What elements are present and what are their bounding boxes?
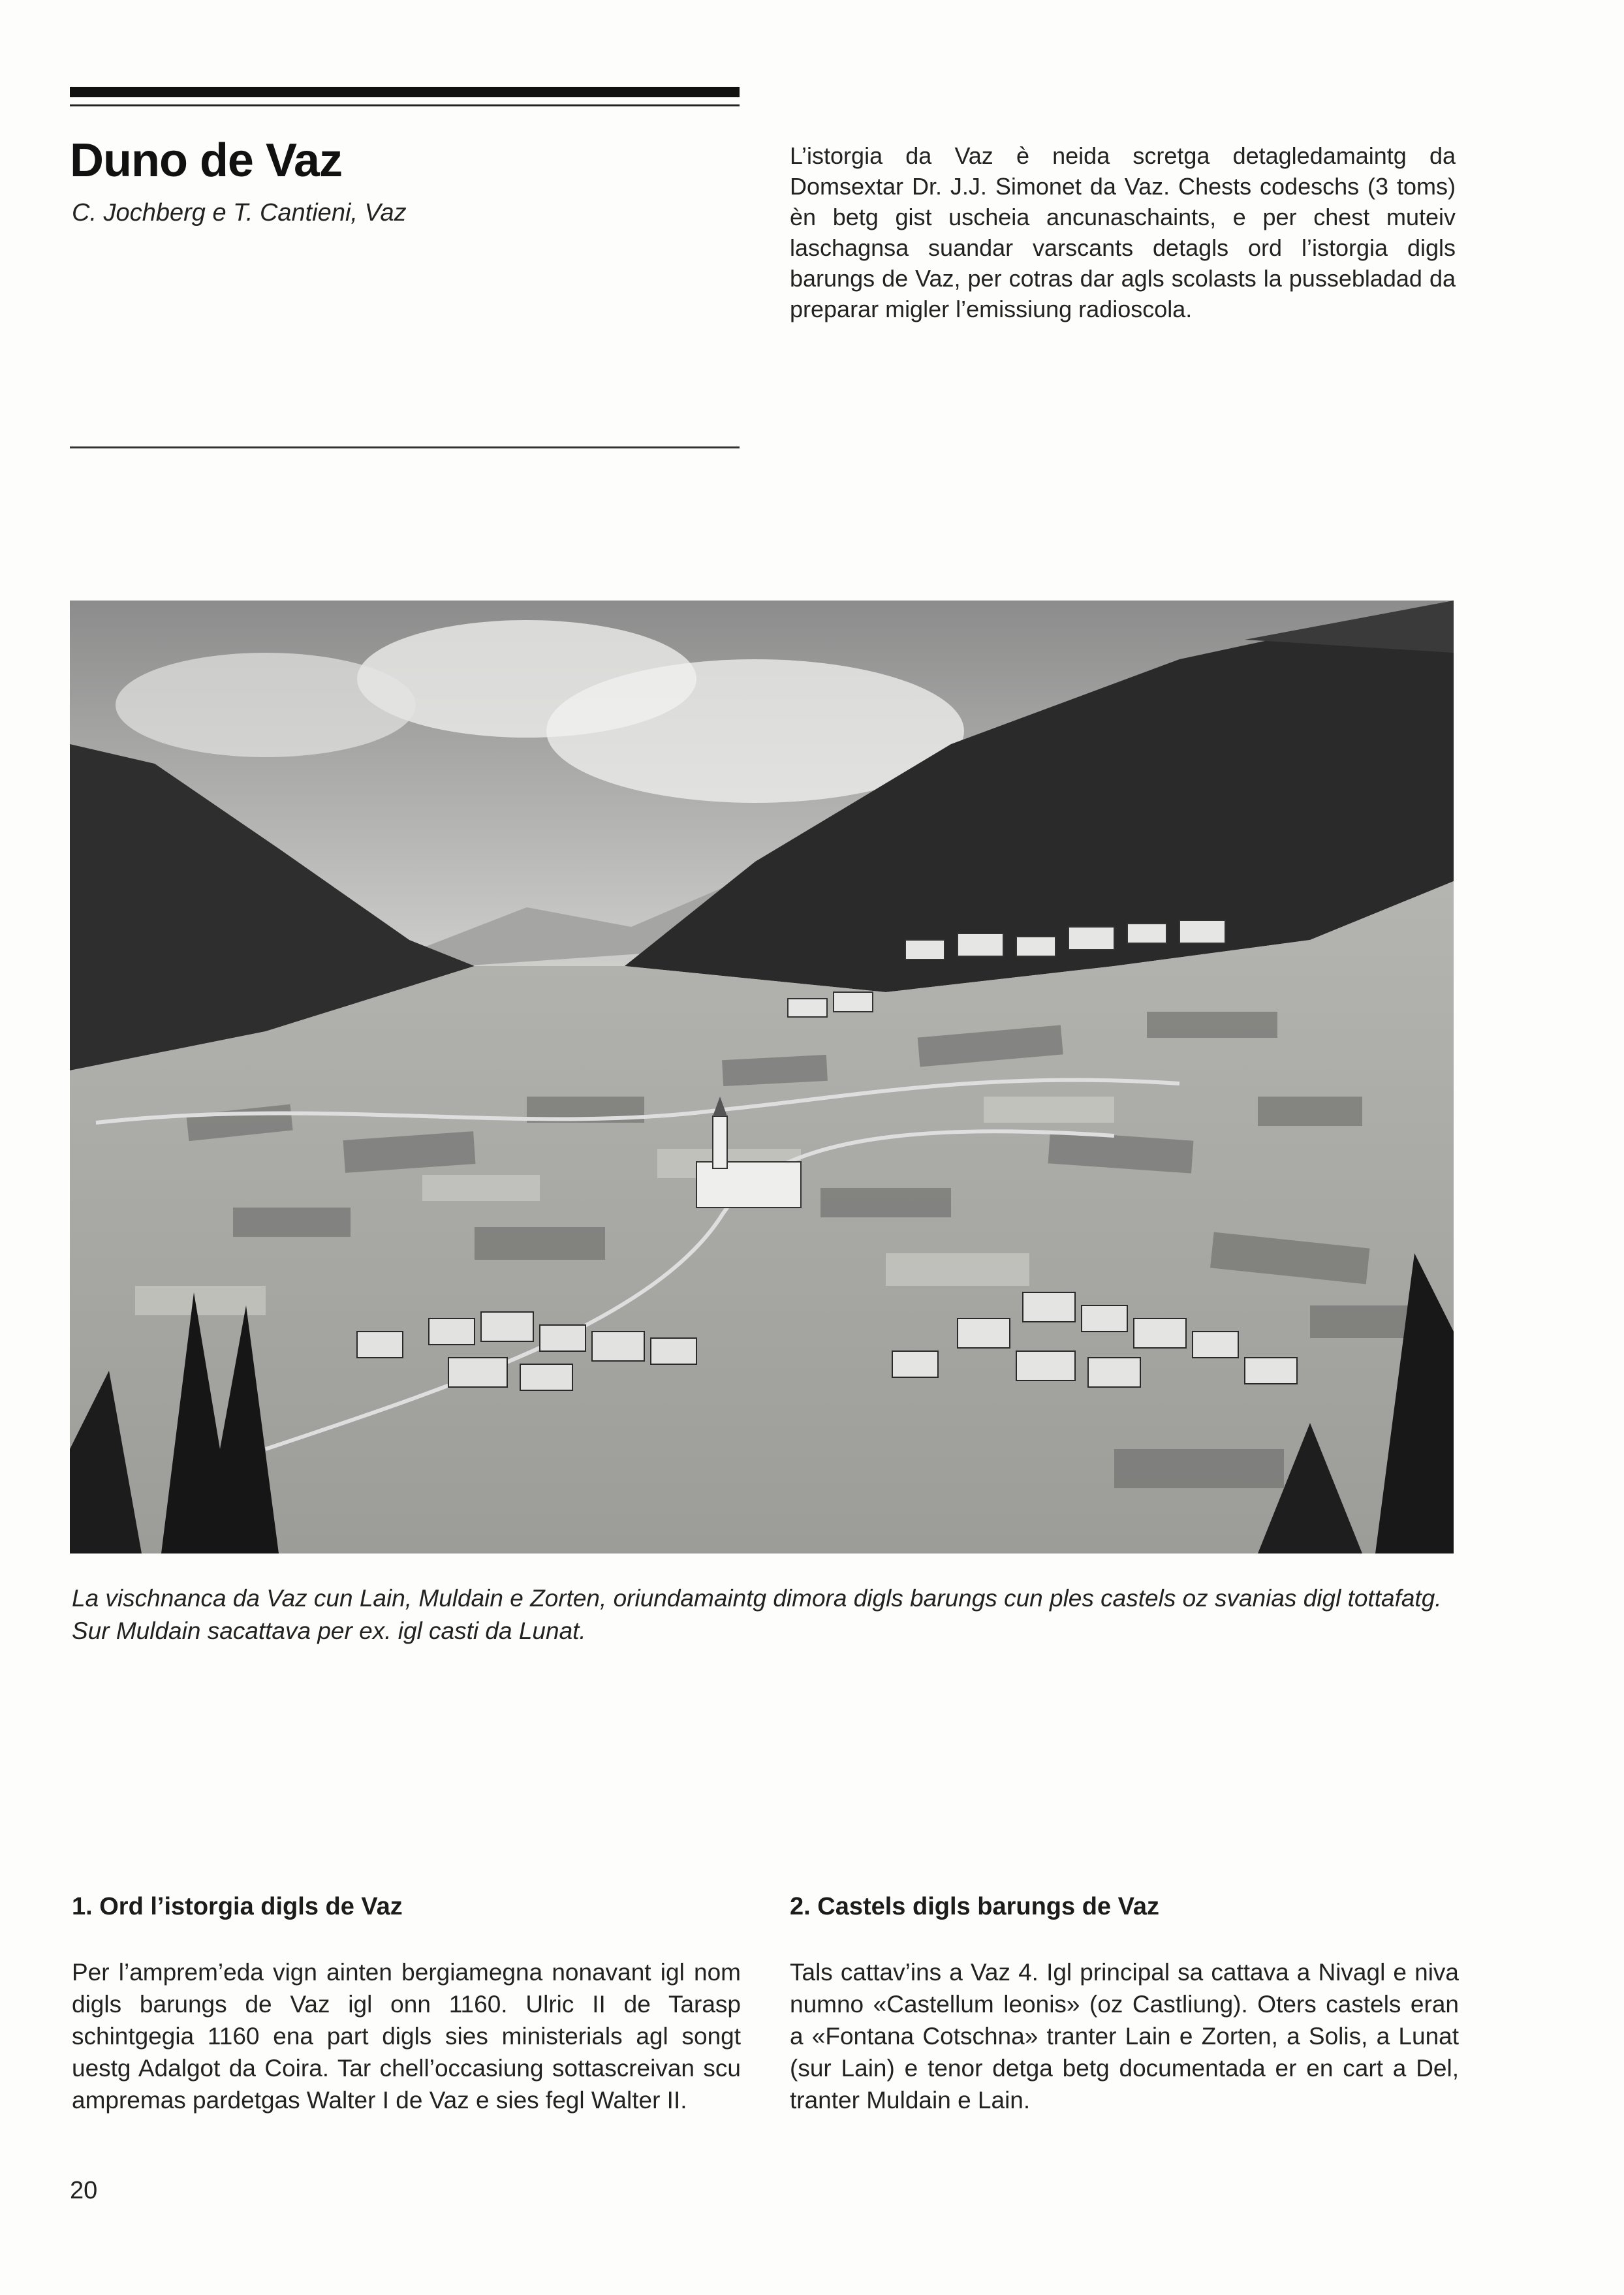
header-rule-thin	[70, 104, 740, 106]
page-number: 20	[70, 2177, 98, 2204]
header-rule-thick	[70, 87, 740, 97]
article-byline: C. Jochberg e T. Cantieni, Vaz	[72, 199, 407, 226]
section-heading-history: 1. Ord l’istorgia digls de Vaz	[72, 1893, 403, 1920]
section-heading-castles: 2. Castels digls barungs de Vaz	[790, 1893, 1159, 1920]
article-title: Duno de Vaz	[70, 134, 343, 187]
intro-divider	[70, 446, 740, 448]
village-photo	[70, 601, 1454, 1553]
village-landscape-image	[70, 601, 1454, 1553]
section-body-history: Per l’amprem’eda vign ainten bergiamegna nonavant igl nom digls barungs de Vaz igl onn 1160. Ulric II de Tarasp schintgegia 1160 ena part digls sies ministerials agl songt uestg Adalgot da Coira. Tar chell’occasiung sottascreivan scu ampremas pardetgas Walter I de Vaz e sies fegl Walter II.	[72, 1959, 741, 2114]
section-body-castles: Tals cattav’ins a Vaz 4. Igl principal sa cattava a Nivagl e niva numno «Castellum leonis» (oz Castliung). Oters castels eran a «Fontana Cotschna» tranter Lain e Zorten, a Solis, a Lunat (sur Lain) e tenor detga betg documentada er en cart a Del, tranter Muldain e Lain.	[790, 1959, 1459, 2114]
article-intro: L’istorgia da Vaz è neida scretga detagledamaintg da Domsextar Dr. J.J. Simonet da Vaz. Chests codeschs (3 toms) èn betg gist uscheia ancunaschaints, e per chest muteiv laschagnsa suandar varscants detagls ord l’istorgia digls barungs de Vaz, per cotras dar agls scolasts la pussebladad da preparar migler l’emissiung radioscola.	[790, 142, 1456, 322]
photo-caption: La vischnanca da Vaz cun Lain, Muldain e Zorten, oriundamaintg dimora digls barungs cun ples castels oz svanias digl tottafatg. Sur Muldain sacattava per ex. igl casti da Lunat.	[72, 1585, 1442, 1644]
